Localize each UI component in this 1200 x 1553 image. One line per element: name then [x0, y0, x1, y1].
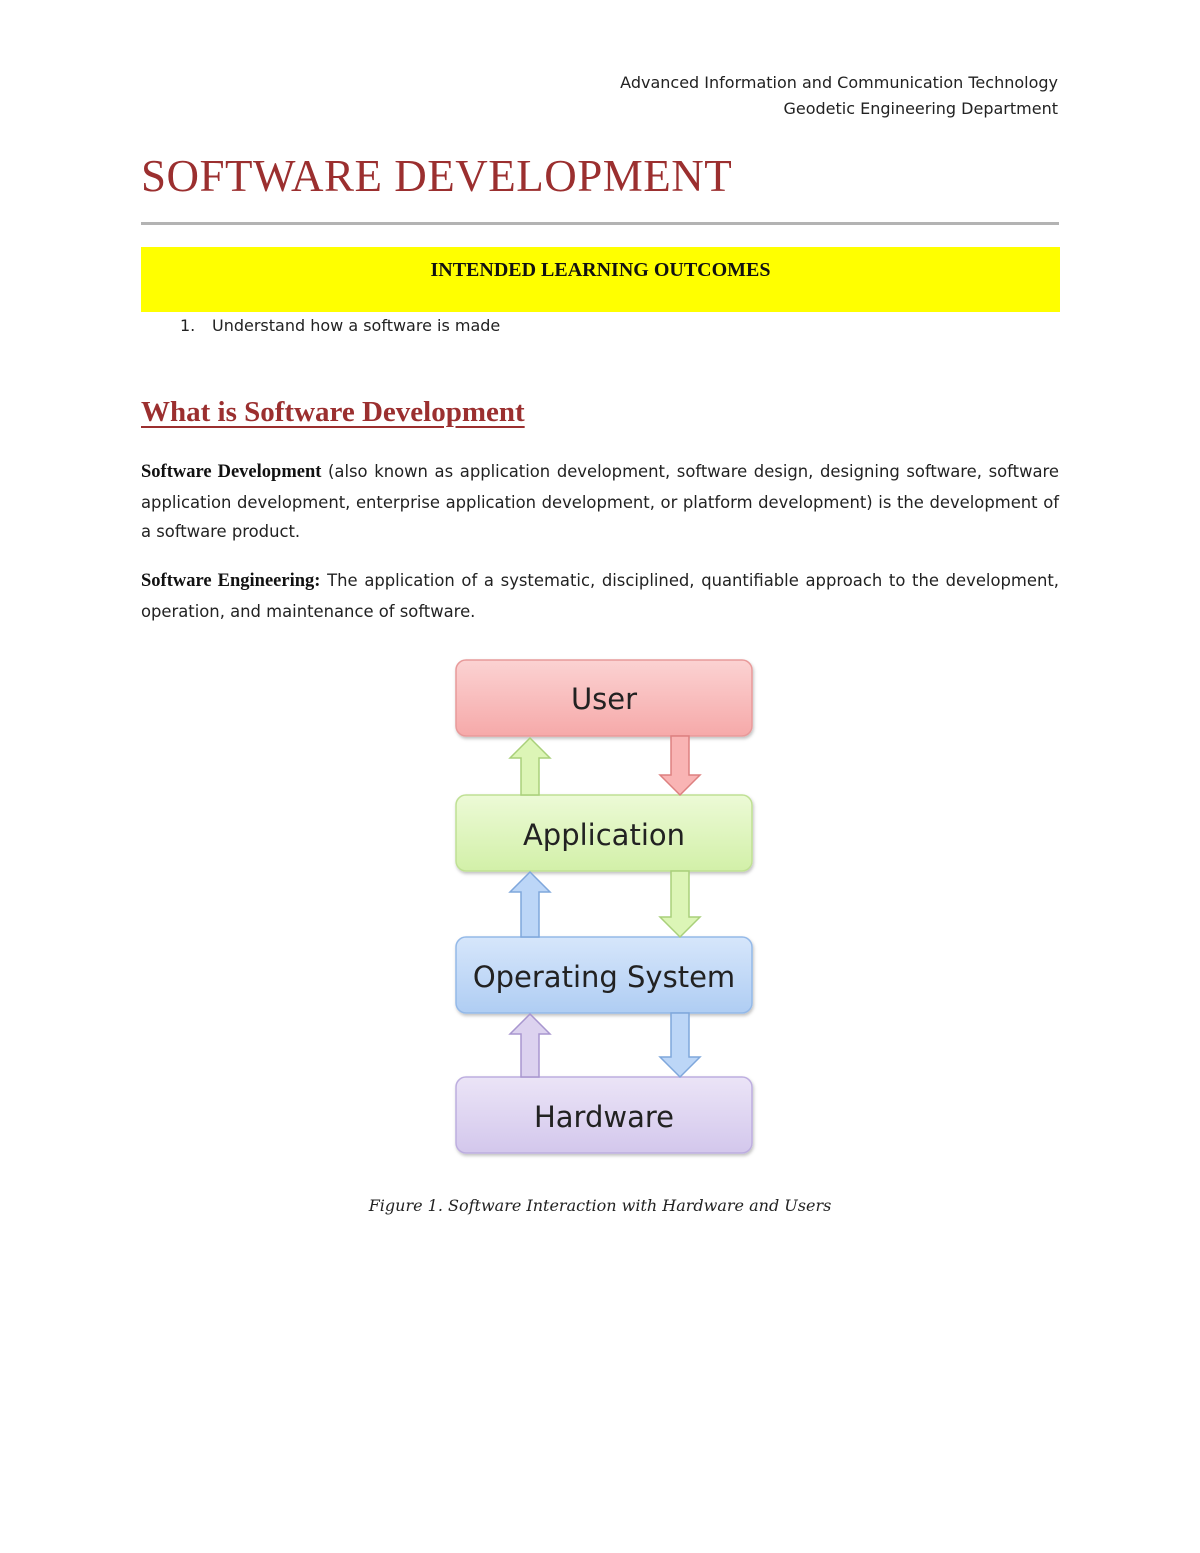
diagram-layer-user	[456, 660, 752, 736]
list-item	[141, 313, 500, 339]
arrow-down-icon	[660, 1013, 700, 1077]
learning-outcomes-list	[141, 313, 500, 339]
diagram-label-operating-system: Operating System	[472, 960, 736, 994]
diagram-layer-operating-system	[456, 937, 752, 1013]
defined-term: Software Development	[141, 462, 322, 482]
diagram-label-user: User	[570, 682, 638, 716]
header-department: Geodetic Engineering Department	[783, 99, 1058, 118]
diagram-layer-hardware	[456, 1077, 752, 1153]
definition-text: (also known as application development, software design, designing software, software application development, enterprise application development, or platform development) is the development of a software product.	[141, 462, 1059, 541]
header-course: Advanced Information and Communication Technology	[620, 73, 1058, 92]
arrow-up-icon	[510, 738, 550, 795]
software-layers-diagram	[440, 650, 770, 1170]
arrow-up-icon	[510, 872, 550, 937]
learning-outcomes-heading: INTENDED LEARNING OUTCOMES	[430, 259, 771, 281]
diagram-label-application: Application	[522, 818, 686, 852]
running-header	[620, 70, 1058, 122]
list-item-number: 1.	[180, 316, 196, 335]
definition-paragraph-software-development	[141, 457, 1059, 547]
figure-caption: Figure 1. Software Interaction with Hardware and Users	[368, 1196, 832, 1215]
diagram-layer-application	[456, 795, 752, 871]
title-divider	[141, 222, 1059, 225]
learning-outcomes-banner	[141, 247, 1060, 312]
definition-paragraph-software-engineering	[141, 566, 1059, 626]
definition-text: The application of a systematic, disciplined, quantifiable approach to the development, operation, and maintenance of software.	[141, 571, 1059, 621]
arrow-down-icon	[660, 736, 700, 795]
document-title: SOFTWARE DEVELOPMENT	[141, 151, 733, 201]
list-item-text: Understand how a software is made	[212, 316, 501, 335]
diagram-label-hardware: Hardware	[533, 1100, 675, 1134]
arrow-up-icon	[510, 1014, 550, 1077]
section-heading: What is Software Development	[141, 396, 525, 428]
arrow-down-icon	[660, 871, 700, 937]
defined-term: Software Engineering:	[141, 571, 321, 591]
